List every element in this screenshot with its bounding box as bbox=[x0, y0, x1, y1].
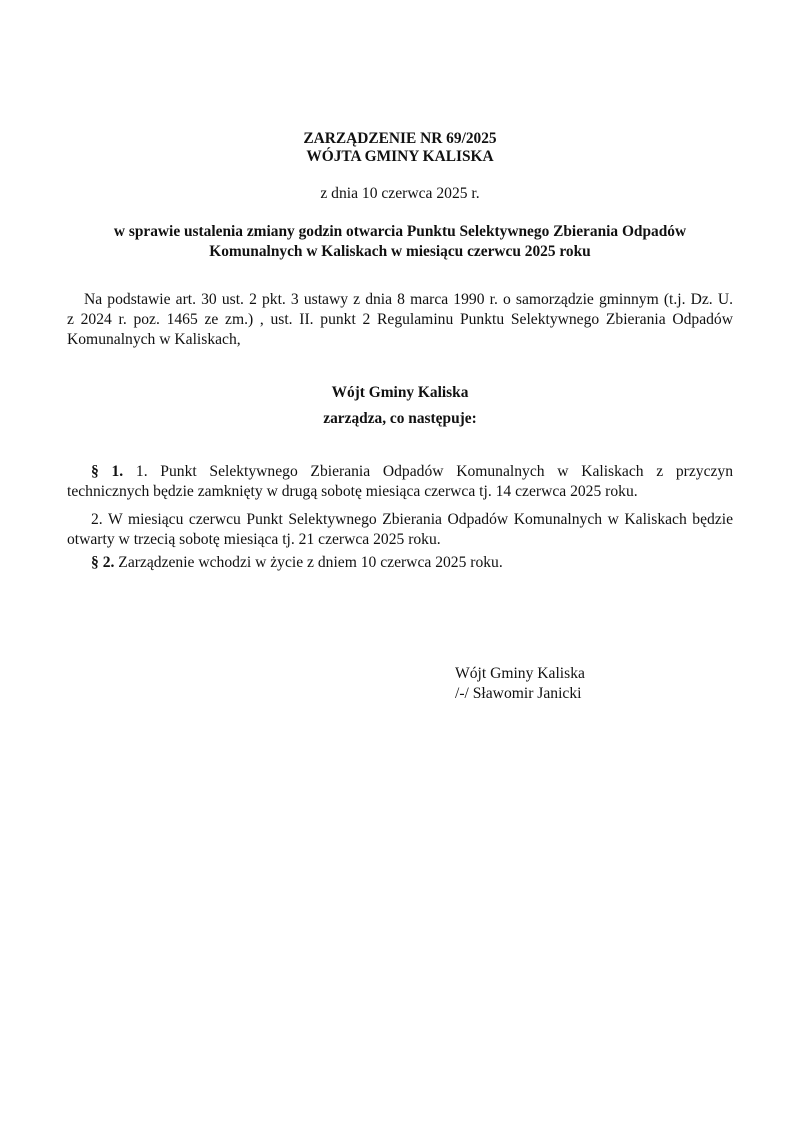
section-2 bbox=[67, 553, 733, 573]
document-issuer: WÓJTA GMINY KALISKA bbox=[306, 148, 494, 165]
section-mark: § 2. bbox=[91, 554, 115, 571]
section-1-point-1 bbox=[67, 462, 733, 502]
subject-line: w sprawie ustalenia zmiany godzin otwarcia Punktu Selektywnego Zbierania Odpadów bbox=[113, 223, 687, 240]
legal-basis-line: z 2024 r. poz. 1465 ze zm.) , ust. II. punkt 2 Regulaminu Punktu Selektywnego Zbierania Odpadów bbox=[67, 311, 733, 328]
signature-name: /-/ Sławomir Janicki bbox=[455, 685, 582, 702]
document-date: z dnia 10 czerwca 2025 r. bbox=[320, 185, 480, 202]
document-subject bbox=[0, 222, 800, 262]
document-header bbox=[0, 130, 800, 166]
legal-basis-line: Na podstawie art. 30 ust. 2 pkt. 3 ustawy z dnia 8 marca 1990 r. o samorządzie gminnym (t.j. Dz. U. bbox=[84, 291, 733, 308]
decree-verb-heading: zarządza, co następuje: bbox=[323, 410, 477, 427]
legal-basis-line: Komunalnych w Kaliskach, bbox=[67, 331, 241, 348]
section-mark: § 1. bbox=[91, 463, 124, 480]
signature-block bbox=[455, 664, 585, 704]
section-1-point-2-line: otwarty w trzecią sobotę miesiąca tj. 21 czerwca 2025 roku. bbox=[67, 531, 441, 548]
document-title: ZARZĄDZENIE NR 69/2025 bbox=[303, 130, 497, 147]
section-1-point-2-line: 2. W miesiącu czerwcu Punkt Selektywnego Zbierania Odpadów Komunalnych w Kaliskach będzie bbox=[91, 511, 733, 528]
subject-line: Komunalnych w Kaliskach w miesiącu czerwcu 2025 roku bbox=[209, 243, 591, 260]
section-1-point-1-line: § 1. 1. Punkt Selektywnego Zbierania Odpadów Komunalnych w Kaliskach z przyczyn bbox=[91, 463, 734, 480]
legal-basis-paragraph bbox=[67, 290, 733, 350]
section-2-line: § 2. Zarządzenie wchodzi w życie z dniem 10 czerwca 2025 roku. bbox=[91, 554, 503, 571]
authority-heading: Wójt Gminy Kaliska bbox=[331, 384, 469, 401]
signature-title: Wójt Gminy Kaliska bbox=[455, 665, 585, 682]
section-1-point-2 bbox=[67, 510, 733, 550]
section-1-point-1-line: technicznych będzie zamknięty w drugą sobotę miesiąca czerwca tj. 14 czerwca 2025 roku. bbox=[67, 483, 638, 500]
